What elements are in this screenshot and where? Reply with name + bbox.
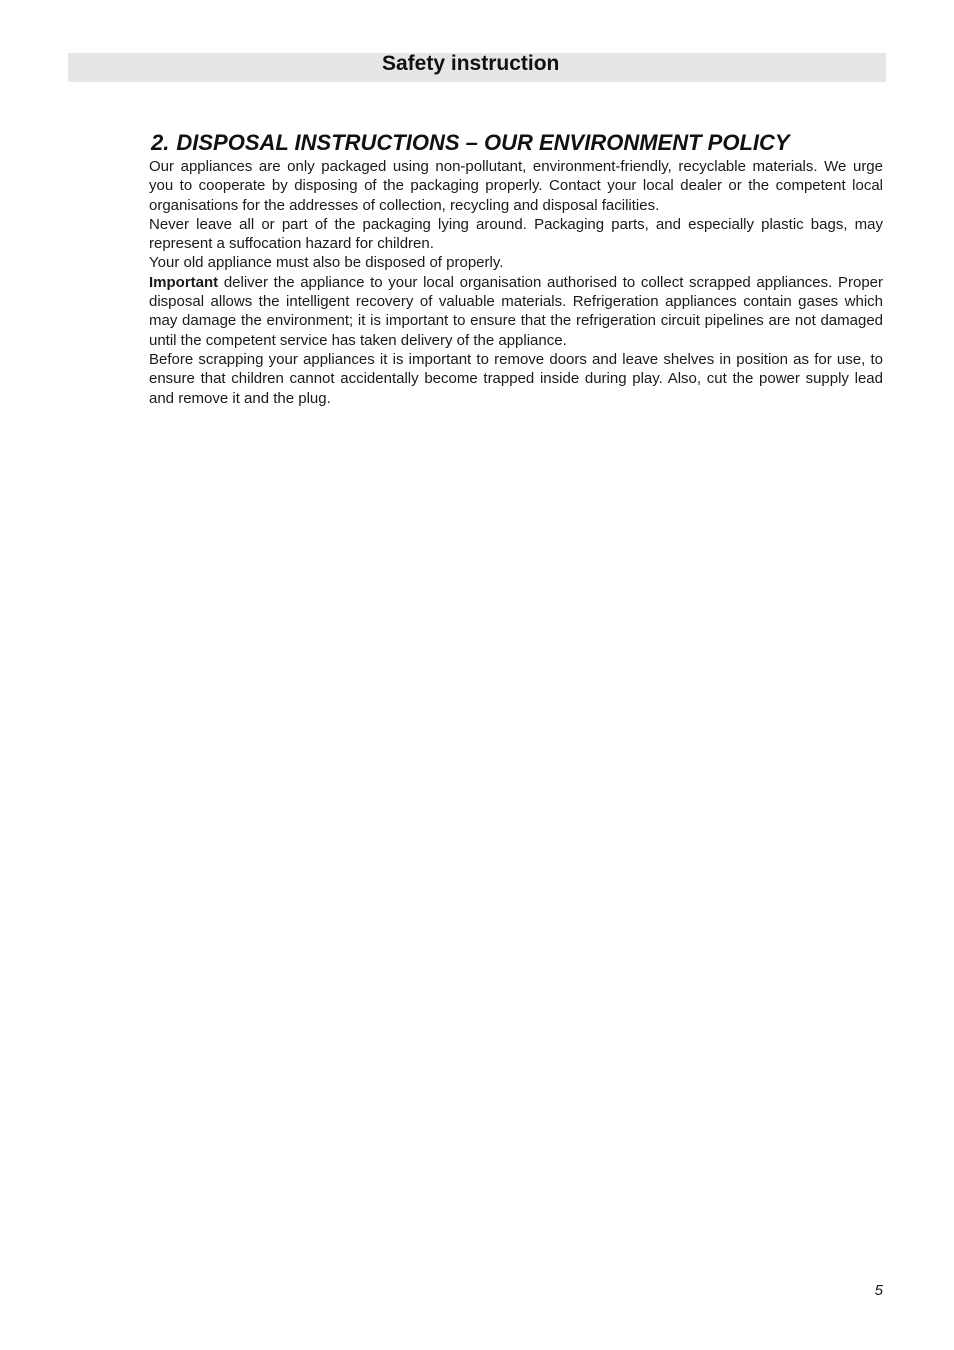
section-number: 2. — [151, 130, 170, 155]
section-heading — [151, 129, 883, 157]
page-header-title: Safety instruction — [382, 52, 560, 75]
paragraph-packaging-hazard: Never leave all or part of the packaging lying around. Packaging parts, and especially plastic bags, may represent a suffocation hazard for children. — [149, 215, 883, 253]
paragraph-important — [149, 273, 883, 350]
important-label: Important — [149, 273, 219, 291]
disposal-section — [149, 129, 883, 408]
paragraph-old-appliance: Your old appliance must also be disposed of properly. — [149, 254, 504, 272]
section-title: DISPOSAL INSTRUCTIONS – OUR ENVIRONMENT POLICY — [176, 130, 790, 155]
paragraph-packaging: Our appliances are only packaged using non-pollutant, environment-friendly, recyclable materials. We urge you to cooperate by disposing of the packaging properly. Contact your local dealer or the competent local organisations for the addresses of collection, recycling and disposal facilities. — [149, 158, 883, 214]
page-number: 5 — [874, 1282, 883, 1299]
paragraph-scrapping: Before scrapping your appliances it is important to remove doors and leave shelves in position as for use, to ensure that children cannot accidentally become trapped inside during play. Also, cut the power supply lead and remove it and the plug. — [149, 350, 883, 407]
section-body — [149, 157, 883, 408]
important-text: deliver the appliance to your local organisation authorised to collect scrapped appliances. Proper disposal allows the intelligent recovery of valuable materials. Refrigeration appliances contain gases which may damage the environment; it is important to ensure that the refrigeration circuit pipelines are not damaged until the competent service has taken delivery of the appliance. — [149, 273, 883, 349]
